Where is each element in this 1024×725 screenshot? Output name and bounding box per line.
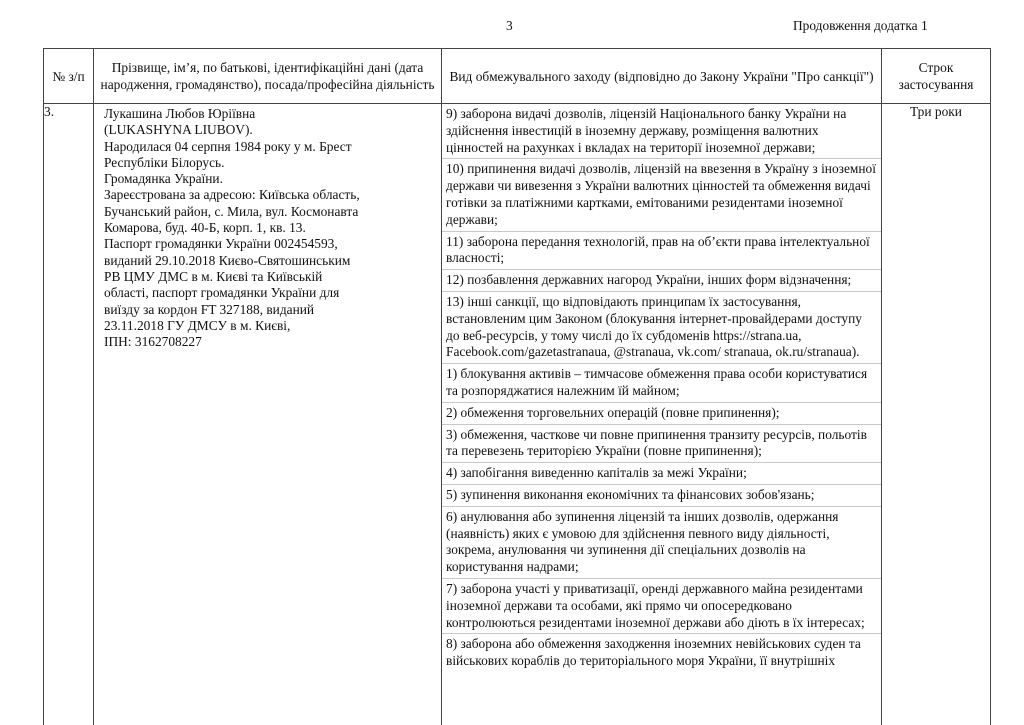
person-line: Народилася 04 серпня 1984 року у м. Брест	[104, 138, 352, 154]
measures-cell	[442, 104, 882, 725]
table-row	[44, 104, 991, 725]
column-header-person: Прізвище, ім’я, по батькові, ідентифікаційні дані (дата народження, громадянство), посада/професійна діяльність	[94, 49, 442, 104]
person-line: 23.11.2018 ГУ ДМСУ в м. Києві,	[104, 317, 291, 333]
table-header-row	[44, 49, 991, 104]
person-line: Лукашина Любов Юріївна	[104, 106, 256, 121]
measure-item: 10) припинення видачі дозволів, ліцензій на ввезення в Україну з іноземної держави чи вивезення з України валютних цінностей та обмеження видачі готівки за платіжними картками, емітованими резидентами іноземної держави;	[442, 159, 881, 231]
person-line: Бучанський район, с. Мила, вул. Космонавта	[104, 203, 359, 219]
person-details	[94, 104, 441, 350]
measure-item: 3) обмеження, часткове чи повне припинення транзиту ресурсів, польотів та перевезень територією України (повне припинення);	[442, 425, 881, 464]
row-number: 3.	[44, 104, 94, 725]
measure-item: 5) зупинення виконання економічних та фінансових зобов'язань;	[442, 485, 881, 507]
measure-item: 1) блокування активів – тимчасове обмеження права особи користуватися та розпоряджатися належним їй майном;	[442, 364, 881, 403]
person-line: області, паспорт громадянки України для	[104, 285, 340, 301]
person-line: Паспорт громадянки України 002454593,	[104, 236, 338, 252]
person-line: Комарова, буд. 40-Б, корп. 1, кв. 13.	[104, 220, 306, 236]
person-line: виїзду за кордон FT 327188, виданий	[104, 301, 315, 317]
person-line: Республіки Білорусь.	[104, 154, 225, 170]
column-header-number: № з/п	[44, 49, 94, 104]
measure-item: 4) запобігання виведенню капіталів за межі України;	[442, 463, 881, 485]
measure-item: 6) анулювання або зупинення ліцензій та інших дозволів, одержання (наявність) яких є умовою для здійснення певного виду діяльності, зокрема, анулювання чи зупинення дії спеціальних дозволів на користування надрами;	[442, 507, 881, 579]
person-line: Громадянка України.	[104, 171, 223, 187]
measure-item: 8) заборона або обмеження заходження іноземних невійськових суден та військових кораблів до територіального моря України, її внутрішніх	[446, 636, 861, 669]
continuation-note: Продовження додатка 1	[793, 18, 928, 33]
sanctions-table	[43, 48, 991, 725]
person-line: (LUKASHYNA LIUBOV).	[104, 122, 253, 138]
term-cell: Три роки	[882, 104, 991, 725]
person-line: виданий 29.10.2018 Києво-Святошинським	[104, 252, 351, 268]
measure-item: 13) інші санкції, що відповідають принципам їх застосування, встановленим цим Законом (блокування інтернет-провайдерами доступу до веб-ресурсів, у тому числі до їх субдоменів https://strana.ua, Facebook.com/gazetastranaua, @stranaua, vk.com/ stranaua, ok.ru/stranaua).	[442, 292, 881, 364]
person-line: ІПН: 3162708227	[104, 334, 202, 350]
person-cell	[94, 104, 442, 725]
measure-item: 2) обмеження торговельних операцій (повне припинення);	[442, 403, 881, 425]
column-header-term: Строк застосування	[882, 49, 991, 104]
person-line: Зареєстрована за адресою: Київська область,	[104, 187, 360, 203]
person-line: РВ ЦМУ ДМС в м. Києві та Київській	[104, 268, 323, 284]
page-number: 3	[506, 18, 513, 33]
measure-item: 7) заборона участі у приватизації, оренді державного майна резидентами іноземної держави та особами, які прямо чи опосередковано контролюються резидентами іноземної держави або діють в їх інтересах;	[442, 579, 881, 634]
measures-list	[442, 104, 881, 725]
measure-item: 9) заборона видачі дозволів, ліцензій Національного банку України на здійснення інвестицій в іноземну державу, розміщення валютних цінностей на рахунках і вкладах на території іноземної держави;	[442, 104, 881, 159]
measure-item: 12) позбавлення державних нагород України, інших форм відзначення;	[442, 270, 881, 292]
measure-item: 11) заборона передання технологій, прав на об’єкти права інтелектуальної власності;	[442, 232, 881, 271]
column-header-measure: Вид обмежувального заходу (відповідно до Закону України "Про санкції")	[442, 49, 882, 104]
